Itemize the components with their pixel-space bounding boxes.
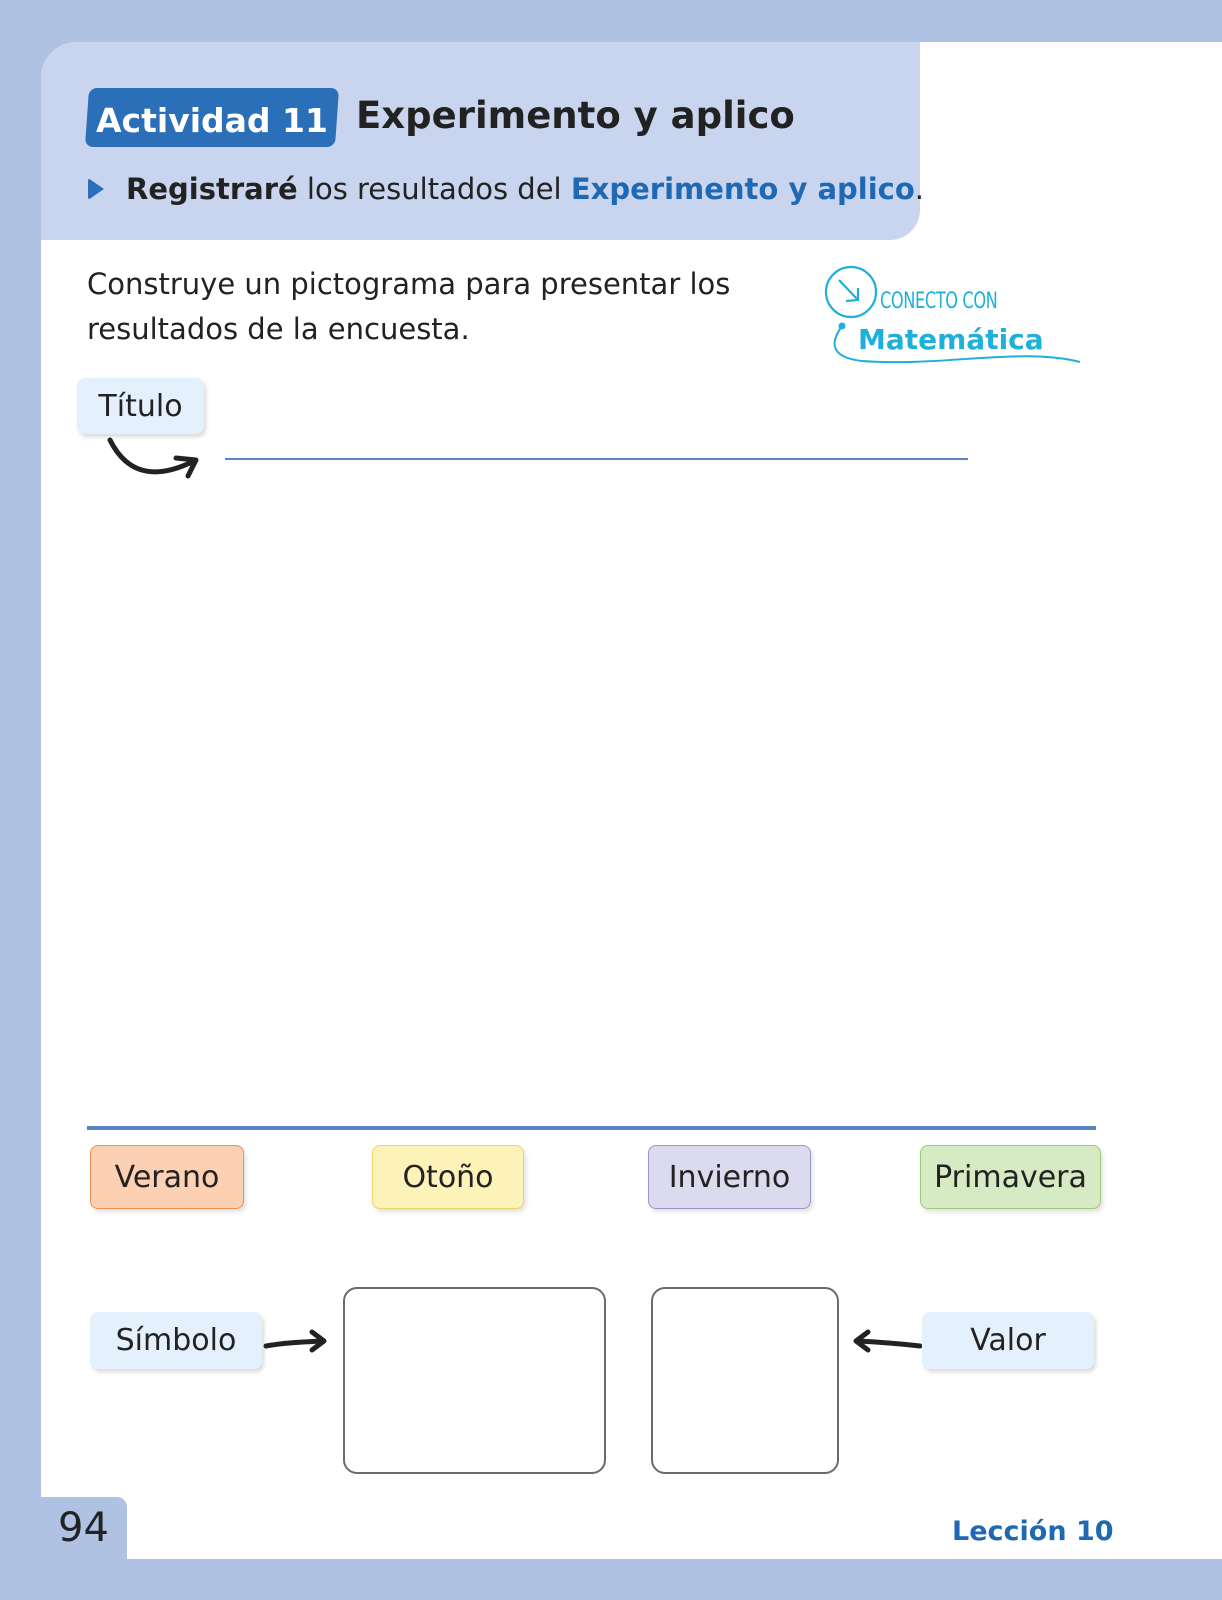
conecto-subject: Matemática <box>858 323 1044 356</box>
title-write-line[interactable] <box>225 458 968 460</box>
activity-badge <box>85 88 339 147</box>
activity-title: Experimento y aplico <box>356 94 795 137</box>
goal-verb: Registraré <box>126 172 298 206</box>
page-number: 94 <box>58 1505 109 1551</box>
symbol-tag: Símbolo <box>90 1312 262 1369</box>
season-otono: Otoño <box>372 1145 524 1209</box>
value-tag: Valor <box>922 1312 1094 1369</box>
arrow-right-icon <box>262 1328 332 1358</box>
conecto-label: CONECTO CON <box>880 289 998 314</box>
instructions-text: Construye un pictograma para presentar los resultados de la encuesta. <box>87 267 731 346</box>
lesson-label: Lección 10 <box>952 1516 1114 1547</box>
symbol-box[interactable] <box>343 1287 606 1474</box>
page-number-tab <box>0 1497 127 1559</box>
title-tag: Título <box>77 378 204 434</box>
goal-end: . <box>914 172 924 206</box>
bottom-border <box>0 1559 1222 1600</box>
curved-arrow-icon <box>100 430 210 490</box>
season-primavera: Primavera <box>920 1145 1101 1209</box>
conecto-arrow-icon <box>822 265 1102 375</box>
value-box[interactable] <box>651 1287 839 1474</box>
arrow-left-icon <box>850 1328 925 1358</box>
goal-text: los resultados del <box>297 172 571 206</box>
season-verano: Verano <box>90 1145 244 1209</box>
conecto-con-badge <box>822 265 1102 375</box>
activity-label: Actividad 11 <box>96 101 328 140</box>
top-border <box>0 0 1222 42</box>
activity-goal <box>88 172 924 206</box>
pictogram-axis-line <box>87 1126 1096 1130</box>
season-invierno: Invierno <box>648 1145 811 1209</box>
triangle-bullet-icon <box>88 178 104 200</box>
goal-section-name: Experimento y aplico <box>570 172 915 206</box>
